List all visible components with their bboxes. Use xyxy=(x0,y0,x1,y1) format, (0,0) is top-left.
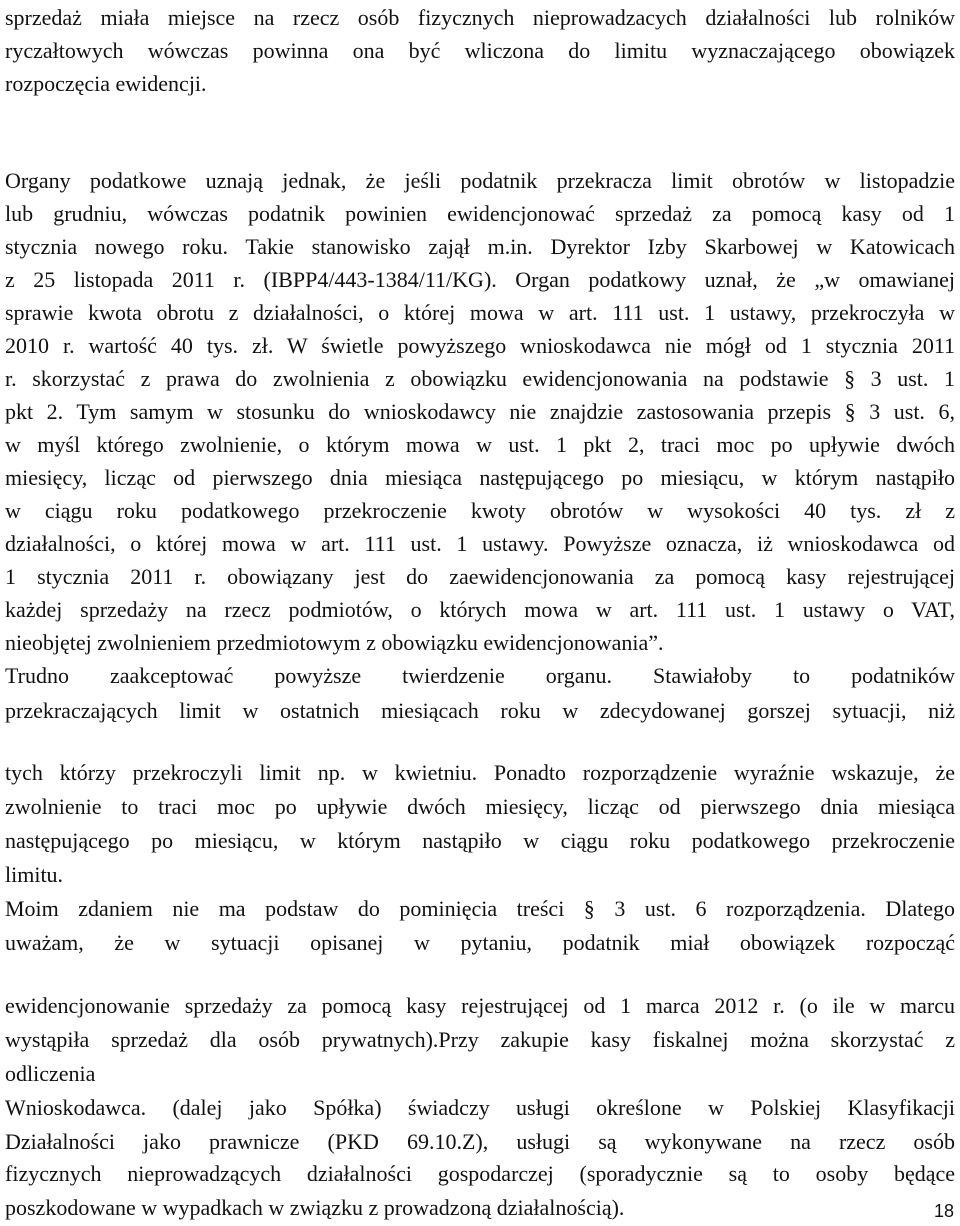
text-line: Działalności jako prawnicze (PKD 69.10.Z), usługi są wykonywane na rzecz osób xyxy=(5,1129,955,1154)
text-line: Moim zdaniem nie ma podstaw do pominięcia treści § 3 ust. 6 rozporządzenia. Dlatego xyxy=(5,896,955,921)
text-line: r. skorzystać z prawa do zwolnienia z obowiązku ewidencjonowania na podstawie § 3 ust. 1 xyxy=(5,366,955,391)
page-number: 18 xyxy=(933,1201,954,1221)
text-line: tych którzy przekroczyli limit np. w kwietniu. Ponadto rozporządzenie wyraźnie wskazuje, że xyxy=(5,760,955,785)
text-line: 2010 r. wartość 40 tys. zł. W świetle powyższego wnioskodawca nie mógł od 1 stycznia 2011 xyxy=(5,333,955,358)
text-line: nieobjętej zwolnieniem przedmiotowym z obowiązku ewidencjonowania”. xyxy=(5,630,664,655)
text-line: zwolnienie to traci moc po upływie dwóch miesięcy, licząc od pierwszego dnia miesiąca xyxy=(5,794,955,819)
text-line: z 25 listopada 2011 r. (IBPP4/443-1384/11/KG). Organ podatkowy uznał, że „w omawianej xyxy=(5,267,955,292)
text-line: działalności, o której mowa w art. 111 ust. 1 ustawy. Powyższe oznacza, iż wnioskodawca od xyxy=(5,531,955,556)
text-line: fizycznych nieprowadzących działalności gospodarczej (sporadycznie są to osoby będące xyxy=(5,1161,955,1186)
text-line: Organy podatkowe uznają jednak, że jeśli podatnik przekracza limit obrotów w listopadzie xyxy=(5,168,955,193)
text-line: rozpoczęcia ewidencji. xyxy=(5,71,207,96)
text-line: Wnioskodawca. (dalej jako Spółka) świadczy usługi określone w Polskiej Klasyfikacji xyxy=(5,1095,955,1120)
text-line: ewidencjonowanie sprzedaży za pomocą kasy rejestrującej od 1 marca 2012 r. (o ile w marcu xyxy=(5,993,955,1018)
text-line: Trudno zaakceptować powyższe twierdzenie organu. Stawiałoby to podatników xyxy=(5,663,955,688)
text-line: uważam, że w sytuacji opisanej w pytaniu, podatnik miał obowiązek rozpocząć xyxy=(5,930,955,955)
text-line: sprzedaż miała miejsce na rzecz osób fizycznych nieprowadzacych działalności lub rolników xyxy=(5,5,955,30)
text-line: lub grudniu, wówczas podatnik powinien ewidencjonować sprzedaż za pomocą kasy od 1 xyxy=(5,201,955,226)
text-line: stycznia nowego roku. Takie stanowisko zajął m.in. Dyrektor Izby Skarbowej w Katowicach xyxy=(5,234,955,259)
text-line: w ciągu roku podatkowego przekroczenie kwoty obrotów w wysokości 40 tys. zł z xyxy=(5,498,955,523)
text-line: odliczenia xyxy=(5,1061,96,1086)
text-line: następującego po miesiącu, w którym nastąpiło w ciągu roku podatkowego przekroczenie xyxy=(5,828,955,853)
text-line: ryczałtowych wówczas powinna ona być wliczona do limitu wyznaczającego obowiązek xyxy=(5,38,955,63)
text-line: sprawie kwota obrotu z działalności, o której mowa w art. 111 ust. 1 ustawy, przekroczyła w xyxy=(5,300,955,325)
text-line: każdej sprzedaży na rzecz podmiotów, o których mowa w art. 111 ust. 1 ustawy o VAT, xyxy=(5,597,955,622)
text-line: 1 stycznia 2011 r. obowiązany jest do zaewidencjonowania za pomocą kasy rejestrującej xyxy=(5,564,955,589)
text-line: limitu. xyxy=(5,862,64,887)
text-line: przekraczających limit w ostatnich miesiącach roku w zdecydowanej gorszej sytuacji, niż xyxy=(5,698,955,723)
text-line: w myśl którego zwolnienie, o którym mowa w ust. 1 pkt 2, traci moc po upływie dwóch xyxy=(5,432,955,457)
text-line: miesięcy, licząc od pierwszego dnia miesiąca następującego po miesiącu, w którym nastąpiło xyxy=(5,465,955,490)
text-line: wystąpiła sprzedaż dla osób prywatnych).Przy zakupie kasy fiskalnej można skorzystać z xyxy=(5,1027,955,1052)
text-line: poszkodowane w wypadkach w związku z prowadzoną działalnością). xyxy=(5,1195,625,1220)
text-line: pkt 2. Tym samym w stosunku do wnioskodawcy nie znajdzie zastosowania przepis § 3 ust. 6, xyxy=(5,399,955,424)
